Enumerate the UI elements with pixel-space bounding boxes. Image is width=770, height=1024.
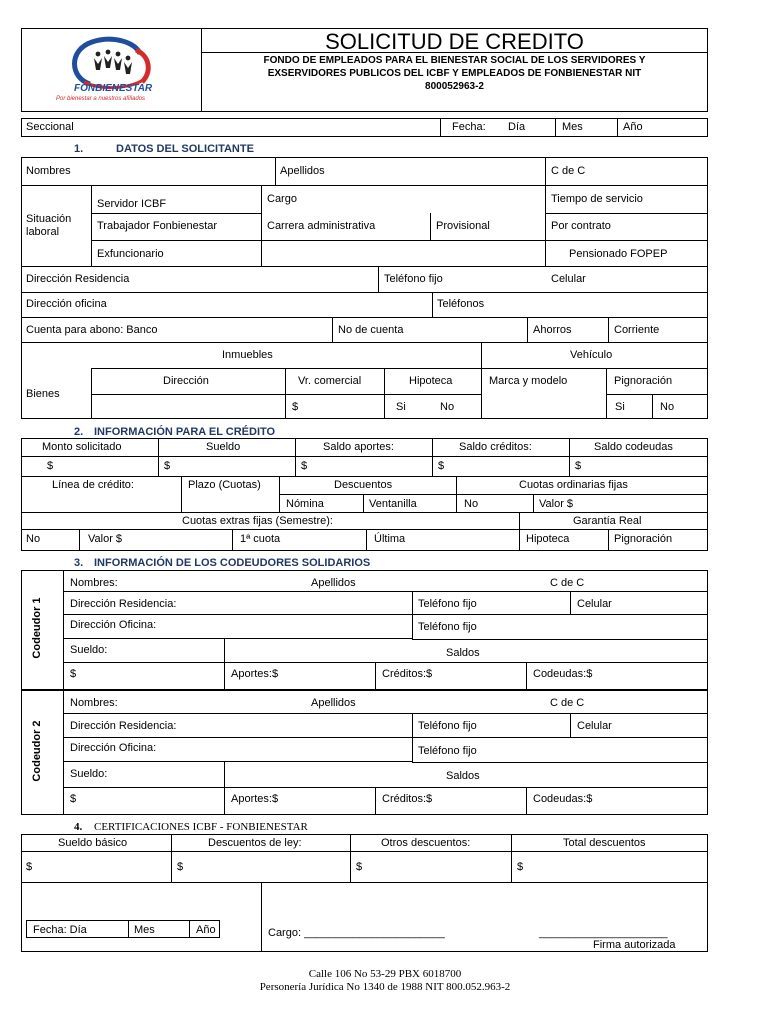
col-line (366, 529, 367, 551)
section-3-title: INFORMACIÓN DE LOS CODEUDORES SOLIDARIOS (94, 557, 371, 569)
row-line (279, 494, 708, 495)
row-line (63, 787, 708, 788)
col-line (189, 920, 190, 938)
bienes-label: Bienes (26, 388, 60, 400)
ahorros-label: Ahorros (533, 324, 572, 336)
extras-no-label: No (26, 533, 41, 545)
col-line (432, 292, 433, 317)
row-line (21, 851, 708, 852)
direccion-label: Dirección (163, 375, 209, 387)
c2-tel-fijo: Teléfono fijo (418, 720, 477, 732)
col-line (261, 882, 262, 952)
c1-tel-fijo: Teléfono fijo (418, 598, 477, 610)
nombres-label: Nombres (26, 165, 71, 177)
row-line (545, 213, 708, 214)
col-line (332, 317, 333, 342)
col-line (63, 690, 64, 815)
saldo-creditos-label: Saldo créditos: (459, 441, 532, 453)
section-2-title: INFORMACIÓN PARA EL CRÉDITO (94, 426, 276, 438)
pignoracion-si: Si (615, 401, 625, 413)
total-desc-dollar: $ (517, 861, 524, 873)
no-cuenta-label: No de cuenta (338, 324, 404, 336)
col-line (181, 476, 182, 512)
inmuebles-label: Inmuebles (222, 349, 273, 361)
c1-saldos: Saldos (446, 647, 480, 659)
c2-dir-oficina: Dirección Oficina: (70, 742, 157, 754)
col-line (570, 713, 571, 737)
col-line (375, 662, 376, 690)
seccional-label: Seccional (26, 121, 74, 133)
c2-dir-residencia: Dirección Residencia: (70, 720, 177, 732)
ventanilla-label: Ventanilla (369, 498, 417, 510)
sueldo-dollar: $ (164, 460, 171, 472)
row-line (63, 662, 708, 663)
row-line (21, 882, 708, 883)
c1-celular: Celular (577, 598, 612, 610)
row-line (21, 185, 708, 186)
monto-dollar: $ (47, 460, 54, 472)
c1-codeudas: Codeudas:$ (533, 668, 593, 680)
divider (617, 118, 618, 137)
descuentos-label: Descuentos (334, 479, 393, 491)
col-line (158, 438, 159, 476)
row-line (63, 638, 413, 639)
c1-dollar: $ (70, 668, 77, 680)
col-line (533, 494, 534, 512)
hipoteca-no: No (440, 401, 455, 413)
corriente-label: Corriente (614, 324, 660, 336)
fecha-dia-label: Fecha: Día (33, 924, 87, 936)
row-line (91, 213, 261, 214)
section-3-number: 3. (74, 557, 84, 569)
col-line (545, 157, 546, 266)
cuotas-valor-label: Valor $ (539, 498, 574, 510)
row-line (63, 737, 708, 738)
section-4-number: 4. (74, 821, 83, 833)
ultima-label: Última (374, 533, 406, 545)
telefonos-label: Teléfonos (437, 298, 485, 310)
codeudas-dollar: $ (575, 460, 582, 472)
trabajador-label: Trabajador Fonbienestar (97, 220, 218, 232)
divider (440, 118, 441, 137)
dia-label: Día (508, 121, 526, 133)
primera-cuota-label: 1ª cuota (240, 533, 281, 545)
col-line (279, 476, 280, 512)
cuotas-extras-label: Cuotas extras fijas (Semestre): (182, 515, 333, 527)
c1-tel-fijo-oficina: Teléfono fijo (418, 621, 477, 633)
seccional-row (21, 118, 708, 137)
sueldo-basico-label: Sueldo básico (58, 837, 128, 849)
col-line (430, 213, 431, 240)
garantia-pignoracion-label: Pignoración (614, 533, 673, 545)
c2-saldos: Saldos (446, 770, 480, 782)
col-line (511, 834, 512, 882)
row-line (63, 761, 413, 762)
c2-cdec: C de C (550, 697, 585, 709)
c1-dir-residencia: Dirección Residencia: (70, 598, 177, 610)
cuotas-ordinarias-label: Cuotas ordinarias fijas (519, 479, 628, 491)
col-line (519, 529, 520, 551)
col-line (412, 591, 413, 639)
col-line (570, 591, 571, 614)
row-line (412, 639, 708, 640)
col-line (606, 368, 607, 419)
col-line (91, 368, 92, 419)
row-line (63, 713, 708, 714)
col-line (456, 476, 457, 512)
desc-ley-label: Descuentos de ley: (208, 837, 302, 849)
telefono-fijo-label: Teléfono fijo (384, 273, 443, 285)
col-line (91, 185, 92, 266)
col-line (275, 157, 276, 185)
footer-address: Calle 106 No 53-29 PBX 6018700 (308, 968, 462, 980)
celular-label: Celular (551, 273, 586, 285)
col-line (363, 494, 364, 512)
otros-desc-label: Otros descuentos: (381, 837, 471, 849)
row-line (412, 762, 708, 763)
marca-modelo-label: Marca y modelo (489, 375, 568, 387)
anio-label: Año (623, 121, 643, 133)
logo-text: FONBIENESTAR (74, 83, 153, 94)
extras-valor-label: Valor $ (88, 533, 123, 545)
divider (555, 118, 556, 137)
creditos-dollar: $ (438, 460, 445, 472)
col-line (481, 342, 482, 419)
pignoracion-label: Pignoración (614, 375, 673, 387)
fecha-label: Fecha: (452, 121, 486, 133)
col-line (128, 920, 129, 938)
saldo-codeudas-label: Saldo codeudas (594, 441, 673, 453)
row-line (21, 512, 708, 513)
col-line (224, 761, 225, 815)
c2-apellidos: Apellidos (311, 697, 356, 709)
aportes-dollar: $ (301, 460, 308, 472)
desc-ley-dollar: $ (177, 861, 184, 873)
contrato-label: Por contrato (551, 220, 611, 232)
section-1-number: 1. (74, 143, 84, 155)
col-line (608, 317, 609, 342)
tiempo-servicio-label: Tiempo de servicio (551, 193, 643, 205)
servidor-icbf-label: Servidor ICBF (97, 198, 167, 210)
col-line (350, 834, 351, 882)
c2-aportes: Aportes:$ (231, 793, 279, 805)
row-line (21, 342, 708, 343)
sueldo-basico-dollar: $ (26, 861, 33, 873)
firma-line: _____________________ (539, 927, 668, 939)
subtitle-line-2: EXSERVIDORES PUBLICOS DEL ICBF Y EMPLEADOS DE FONBIENESTAR NIT (267, 68, 642, 79)
section-1-title: DATOS DEL SOLICITANTE (116, 143, 254, 155)
exfuncionario-label: Exfuncionario (97, 248, 164, 260)
cargo-label: Cargo (267, 193, 297, 205)
row-line (63, 591, 708, 592)
footer-legal: Personería Jurídica No 1340 de 1988 NIT 800.052.963-2 (259, 981, 511, 993)
row-line (21, 476, 708, 477)
row-line (91, 394, 481, 395)
c2-celular: Celular (577, 720, 612, 732)
c2-creditos: Créditos:$ (382, 793, 433, 805)
codeudor-2-label: Codeudor 2 (31, 720, 43, 782)
cargo-line: Cargo: _______________________ (268, 927, 445, 939)
col-line (526, 662, 527, 690)
row-line (91, 368, 708, 369)
row-line (63, 614, 708, 615)
vr-dollar: $ (292, 401, 299, 413)
dir-residencia-label: Dirección Residencia (26, 273, 130, 285)
col-line (384, 368, 385, 419)
sueldo-label: Sueldo (206, 441, 241, 453)
logo-tagline: Por bienestar a nuestros afiliados (56, 96, 146, 102)
c1-aportes: Aportes:$ (231, 668, 279, 680)
hipoteca-si: Si (396, 401, 406, 413)
section-4-title: CERTIFICACIONES ICBF - FONBIENESTAR (94, 821, 308, 833)
col-line (527, 317, 528, 342)
row-line (21, 456, 708, 457)
col-line (519, 512, 520, 529)
row-line (91, 240, 708, 241)
col-line (224, 638, 225, 690)
c1-dir-oficina: Dirección Oficina: (70, 619, 157, 631)
col-line (652, 394, 653, 419)
plazo-label: Plazo (Cuotas) (188, 479, 261, 491)
col-line (285, 368, 286, 419)
cuotas-no-label: No (464, 498, 479, 510)
c1-creditos: Créditos:$ (382, 668, 433, 680)
codeudor-1-label: Codeudor 1 (31, 597, 43, 659)
c1-nombres: Nombres: (70, 577, 118, 589)
col-line (261, 185, 262, 266)
col-line (526, 787, 527, 815)
pensionado-label: Pensionado FOPEP (569, 248, 668, 260)
row-line (21, 317, 708, 318)
pignoracion-no: No (660, 401, 675, 413)
page-title: SOLICITUD DE CREDITO (325, 29, 584, 54)
col-line (63, 570, 64, 690)
c2-nombres: Nombres: (70, 697, 118, 709)
situacion-label-1: Situación (26, 213, 72, 225)
col-line (79, 529, 80, 551)
col-line (375, 787, 376, 815)
col-line (608, 529, 609, 551)
c2-tel-fijo-oficina: Teléfono fijo (418, 745, 477, 757)
col-line (232, 529, 233, 551)
garantia-hipoteca-label: Hipoteca (526, 533, 570, 545)
provisional-label: Provisional (436, 220, 490, 232)
nomina-label: Nómina (286, 498, 324, 510)
c2-sueldo: Sueldo: (70, 768, 108, 780)
row-line (606, 394, 708, 395)
subtitle-line-3: 800052963-2 (425, 81, 484, 92)
total-desc-label: Total descuentos (563, 837, 646, 849)
col-line (569, 438, 570, 476)
garantia-label: Garantía Real (573, 515, 642, 527)
col-line (171, 834, 172, 882)
mes-label: Mes (562, 121, 583, 133)
row-line (21, 292, 708, 293)
subtitle-line-1: FONDO DE EMPLEADOS PARA EL BIENESTAR SOCIAL DE LOS SERVIDORES Y (263, 55, 646, 66)
row-line (21, 266, 708, 267)
c1-sueldo: Sueldo: (70, 644, 108, 656)
c2-codeudas: Codeudas:$ (533, 793, 593, 805)
hipoteca-label: Hipoteca (409, 375, 453, 387)
carrera-label: Carrera administrativa (267, 220, 376, 232)
otros-desc-dollar: $ (356, 861, 363, 873)
vr-comercial-label: Vr. comercial (298, 375, 362, 387)
col-line (432, 438, 433, 476)
col-line (295, 438, 296, 476)
c2-dollar: $ (70, 793, 77, 805)
row-line (21, 529, 708, 530)
linea-label: Línea de crédito: (52, 479, 134, 491)
fecha-anio-label: Año (196, 924, 216, 936)
vehiculo-label: Vehículo (570, 349, 613, 361)
situacion-label-2: laboral (26, 226, 60, 238)
section-2-number: 2. (74, 426, 84, 438)
apellidos-label: Apellidos (280, 165, 325, 177)
monto-label: Monto solicitado (42, 441, 122, 453)
firma-label: Firma autorizada (593, 939, 676, 951)
cdec-label: C de C (551, 165, 586, 177)
dir-oficina-label: Dirección oficina (26, 298, 107, 310)
cuenta-label: Cuenta para abono: Banco (26, 324, 158, 336)
fecha-mes-label: Mes (134, 924, 155, 936)
c1-apellidos: Apellidos (311, 577, 356, 589)
c1-cdec: C de C (550, 577, 585, 589)
saldo-aportes-label: Saldo aportes: (323, 441, 394, 453)
col-line (412, 713, 413, 762)
col-line (378, 266, 379, 292)
